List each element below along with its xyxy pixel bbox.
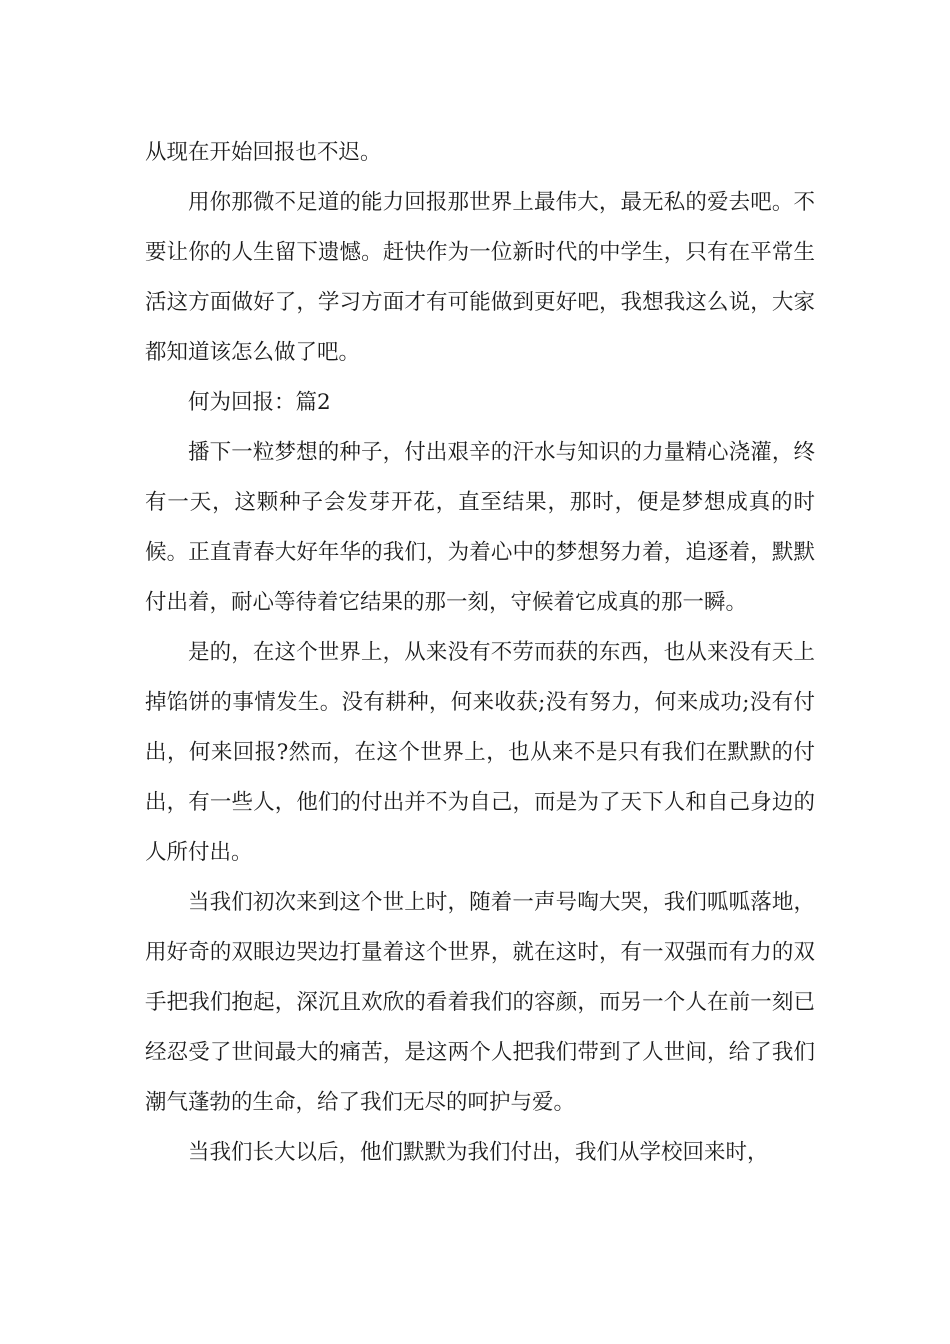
- section-heading: 何为回报：篇2: [188, 390, 331, 415]
- paragraph-continuation: 从现在开始回报也不迟。: [145, 140, 382, 165]
- paragraph-dream-seed: 播下一粒梦想的种子，付出艰辛的汗水与知识的力量精心浇灌，终有一天，这颗种子会发芽开花，直至结果，那时，便是梦想成真的时候。正直青春大好年华的我们，为着心中的梦想努力着，追逐着，默默付出着，耐心等待着它结果的那一刻，守候着它成真的那一瞬。: [145, 440, 815, 615]
- paragraph-growing-up: 当我们长大以后，他们默默为我们付出，我们从学校回来时，: [188, 1140, 769, 1165]
- paragraph-no-free-lunch: 是的，在这个世界上，从来没有不劳而获的东西，也从来没有天上掉馅饼的事情发生。没有耕种，何来收获;没有努力，何来成功;没有付出，何来回报?然而，在这个世界上，也从来不是只有我们在默默的付出，有一些人，他们的付出并不为自己，而是为了天下人和自己身边的人所付出。: [145, 640, 815, 865]
- document-body: [145, 128, 815, 1178]
- paragraph-birth: 当我们初次来到这个世上时，随着一声号啕大哭，我们呱呱落地，用好奇的双眼边哭边打量着这个世界，就在这时，有一双强而有力的双手把我们抱起，深沉且欢欣的看着我们的容颜，而另一个人在前一刻已经忍受了世间最大的痛苦，是这两个人把我们带到了人世间，给了我们潮气蓬勃的生命，给了我们无尽的呵护与爱。: [145, 890, 815, 1115]
- paragraph-repay-love: 用你那微不足道的能力回报那世界上最伟大，最无私的爱去吧。不要让你的人生留下遗憾。赶快作为一位新时代的中学生，只有在平常生活这方面做好了，学习方面才有可能做到更好吧，我想我这么说，大家都知道该怎么做了吧。: [145, 190, 815, 365]
